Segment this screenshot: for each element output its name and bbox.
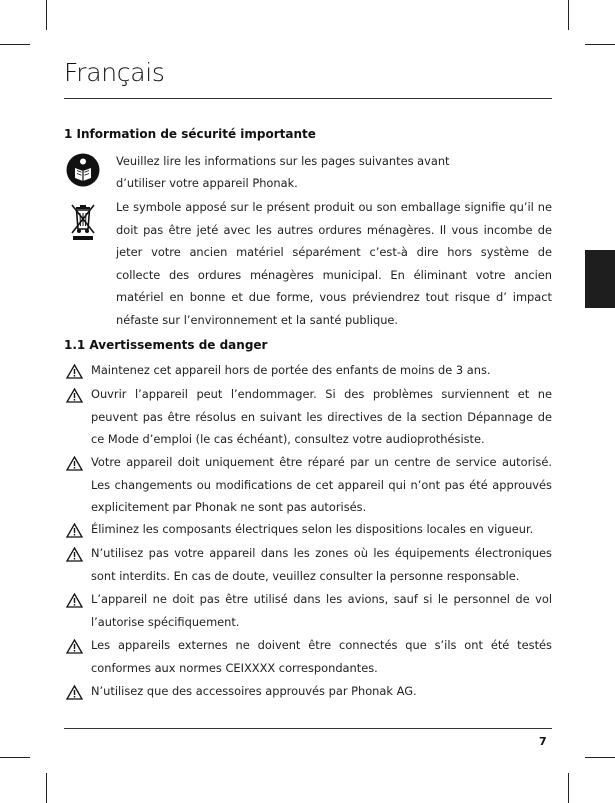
page-number: 7 [539,735,547,748]
crop-mark [568,773,569,803]
warning-icon [66,685,83,700]
warning-icon [66,593,83,608]
warning-text: Éliminez les composants électriques selon les dispositions locales en vigueur. [91,522,534,536]
warning-icon [66,364,83,379]
intro-line-1: Veuillez lire les informations sur les pages suivantes avant [116,154,450,168]
warning-icon [66,639,83,654]
warning-icon [66,547,83,562]
warning-text: Les appareils externes ne doivent être connectés que s’ils ont été testés conformes aux normes CEIXXXX correspondantes. [91,638,552,675]
crop-mark [46,0,47,30]
warning-text: N’utilisez pas votre appareil dans les zones où les équipements électroniques sont interdits. En cas de doute, veuillez consulter la personne responsable. [91,546,552,583]
warning-icon [66,523,83,538]
chapter-tab [585,250,615,308]
warning-text: Maintenez cet appareil hors de portée des enfants de moins de 3 ans. [91,363,491,377]
crop-mark [585,757,615,758]
section-heading: 1 Information de sécurité importante [64,127,316,141]
disposal-paragraph: Le symbole apposé sur le présent produit ou son emballage signifie qu’il ne doit pas être jeté avec les autres ordures ménagères. Il vous incombe de jeter votre ancien matériel séparément c’est-à dire hors système de collecte des ordures ménagères municipal. En éliminant votre ancien matériel en bonne et due forme, vous préviendrez tout risque d’ impact néfaste sur l’environnement et la santé publique. [116,200,552,327]
read-manual-icon [66,153,100,187]
warning-icon [66,456,83,471]
page-title: Français [64,58,165,87]
crop-mark [46,773,47,803]
crop-mark [585,44,615,45]
footer-rule [64,728,552,729]
title-rule [64,98,552,99]
intro-line-2: d’utiliser votre appareil Phonak. [116,176,298,190]
warning-text: Votre appareil doit uniquement être réparé par un centre de service autorisé. Les changements ou modifications de cet appareil qui n’ont pas été approuvés explicitement par Phonak ne sont pas autorisés. [91,455,552,515]
crop-mark [0,757,30,758]
warning-text: L’appareil ne doit pas être utilisé dans les avions, sauf si le personnel de vol l’autorise spécifiquement. [91,592,552,629]
warning-icon [66,388,83,403]
warning-text: N’utilisez que des accessoires approuvés par Phonak AG. [91,684,417,698]
section-heading: 1.1 Avertissements de danger [64,338,268,352]
crop-mark [0,44,30,45]
warning-text: Ouvrir l’appareil peut l’endommager. Si des problèmes surviennent et ne peuvent pas être résolus en suivant les directives de la section Dépannage de ce Mode d’emploi (le cas échéant), consultez votre audioprothésiste. [91,387,552,447]
crop-mark [568,0,569,30]
crossed-bin-icon [68,202,98,242]
